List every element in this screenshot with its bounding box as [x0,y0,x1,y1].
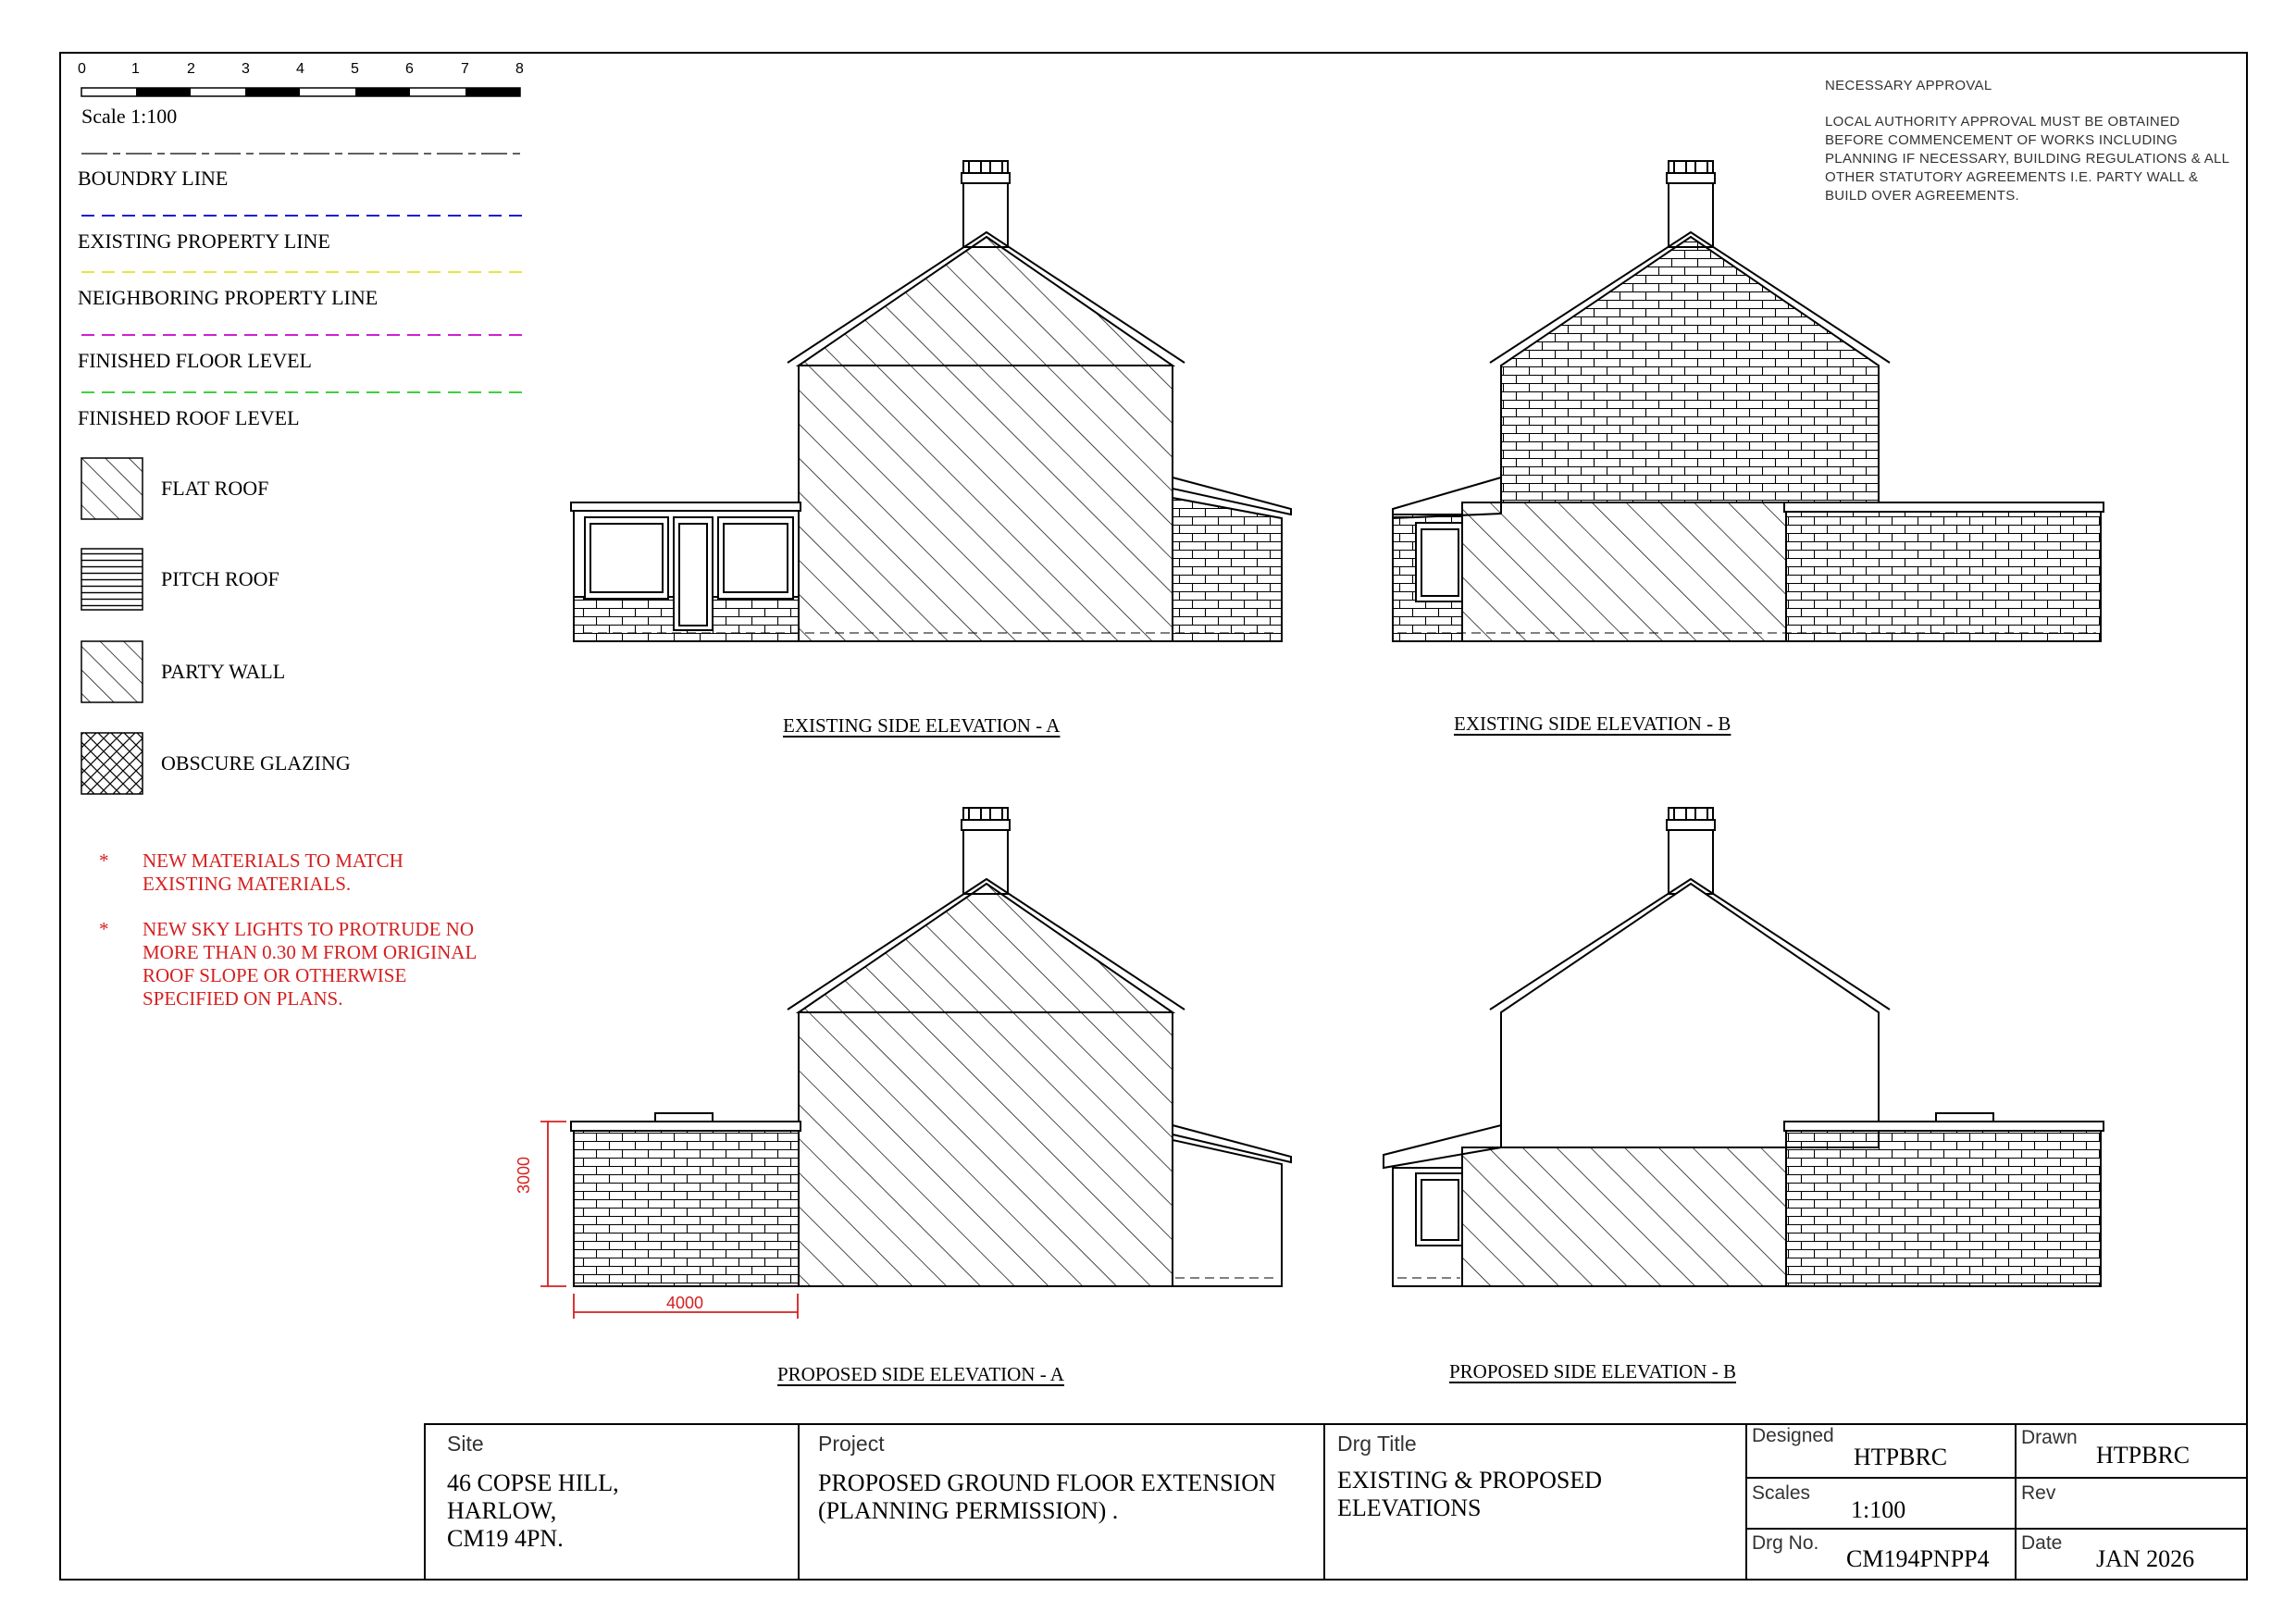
legend-label-existing: EXISTING PROPERTY LINE [78,229,330,253]
drg-title-value: EXISTING & PROPOSED ELEVATIONS [1337,1467,1603,1521]
site-label: Site [447,1432,484,1456]
note-bullet: * [99,849,109,872]
scale-tick: 6 [405,61,414,77]
legend-label-neighboring: NEIGHBORING PROPERTY LINE [78,286,379,309]
scale-bar [81,88,520,96]
legend-label-frl: FINISHED ROOF LEVEL [78,406,300,429]
drg-title-label: Drg Title [1337,1432,1417,1456]
legend-label-flat-roof: FLAT ROOF [161,477,269,500]
approval-text: LOCAL AUTHORITY APPROVAL MUST BE OBTAINED BEFORE COMMENCEMENT OF WORKS INCLUDING PLANNING IF NECESSARY, BUILDING REGULATIONS & ALL OTHER STATUTORY AGREEMENTS I.E. PARTY WALL & BUILD OVER AGREEMENTS. [1825,114,2229,204]
proposed-elevation-a [571,808,1291,1286]
legend-label-ffl: FINISHED FLOOR LEVEL [78,349,312,372]
legend-label-pitch-roof: PITCH ROOF [161,567,279,590]
scale-tick: 4 [296,61,304,77]
date-value: JAN 2026 [2096,1545,2195,1572]
caption-proposed-b: PROPOSED SIDE ELEVATION - B [1449,1360,1736,1382]
scale-tick: 3 [242,61,250,77]
scale-tick: 5 [351,61,359,77]
legend-label-obscure-glazing: OBSCURE GLAZING [161,751,351,775]
scale-label: Scale 1:100 [81,105,178,128]
project-label: Project [818,1432,885,1456]
project-value: PROPOSED GROUND FLOOR EXTENSION (PLANNING PERMISSION) . [818,1469,1276,1524]
scale-tick: 2 [187,61,195,77]
drg-no-value: CM194PNPP4 [1846,1545,1990,1572]
scale-tick: 7 [461,61,469,77]
note-bullet: * [99,918,109,940]
scales-label: Scales [1752,1482,1811,1504]
rev-label: Rev [2021,1482,2056,1504]
dimension-height: 3000 [515,1156,533,1194]
note-text: NEW SKY LIGHTS TO PROTRUDE NO MORE THAN 0.30 M FROM ORIGINAL ROOF SLOPE OR OTHERWISE SPECIFIED ON PLANS. [143,918,477,1010]
legend-label-party-wall: PARTY WALL [161,660,286,683]
drawn-value: HTPBRC [2096,1442,2191,1469]
scale-tick: 0 [78,61,86,77]
proposed-elevation-b [1384,808,2104,1286]
designed-label: Designed [1752,1425,1834,1446]
legend-label-boundry: BOUNDRY LINE [78,167,229,190]
approval-title: NECESSARY APPROVAL [1825,78,1992,93]
existing-elevation-a [571,161,1291,641]
crosshatch-icon [81,733,143,794]
site-value: 46 COPSE HILL, HARLOW, CM19 4PN. [447,1469,619,1552]
scale-tick: 8 [515,61,524,77]
date-label: Date [2021,1532,2063,1554]
sheet-border [60,53,2247,1580]
caption-existing-a: EXISTING SIDE ELEVATION - A [783,714,1061,737]
caption-proposed-a: PROPOSED SIDE ELEVATION - A [777,1363,1064,1385]
existing-elevation-b [1393,161,2104,641]
dimension-width: 4000 [666,1294,704,1312]
diagonal-hatch-icon [81,641,143,702]
diagonal-hatch-icon [81,458,143,519]
drg-no-label: Drg No. [1752,1532,1819,1554]
drawn-label: Drawn [2021,1427,2078,1448]
scale-tick: 1 [131,61,140,77]
scales-value: 1:100 [1851,1496,1906,1523]
caption-existing-b: EXISTING SIDE ELEVATION - B [1454,713,1731,735]
horizontal-hatch-icon [81,549,143,610]
designed-value: HTPBRC [1854,1444,1948,1470]
note-text: NEW MATERIALS TO MATCH EXISTING MATERIALS. [143,849,403,895]
